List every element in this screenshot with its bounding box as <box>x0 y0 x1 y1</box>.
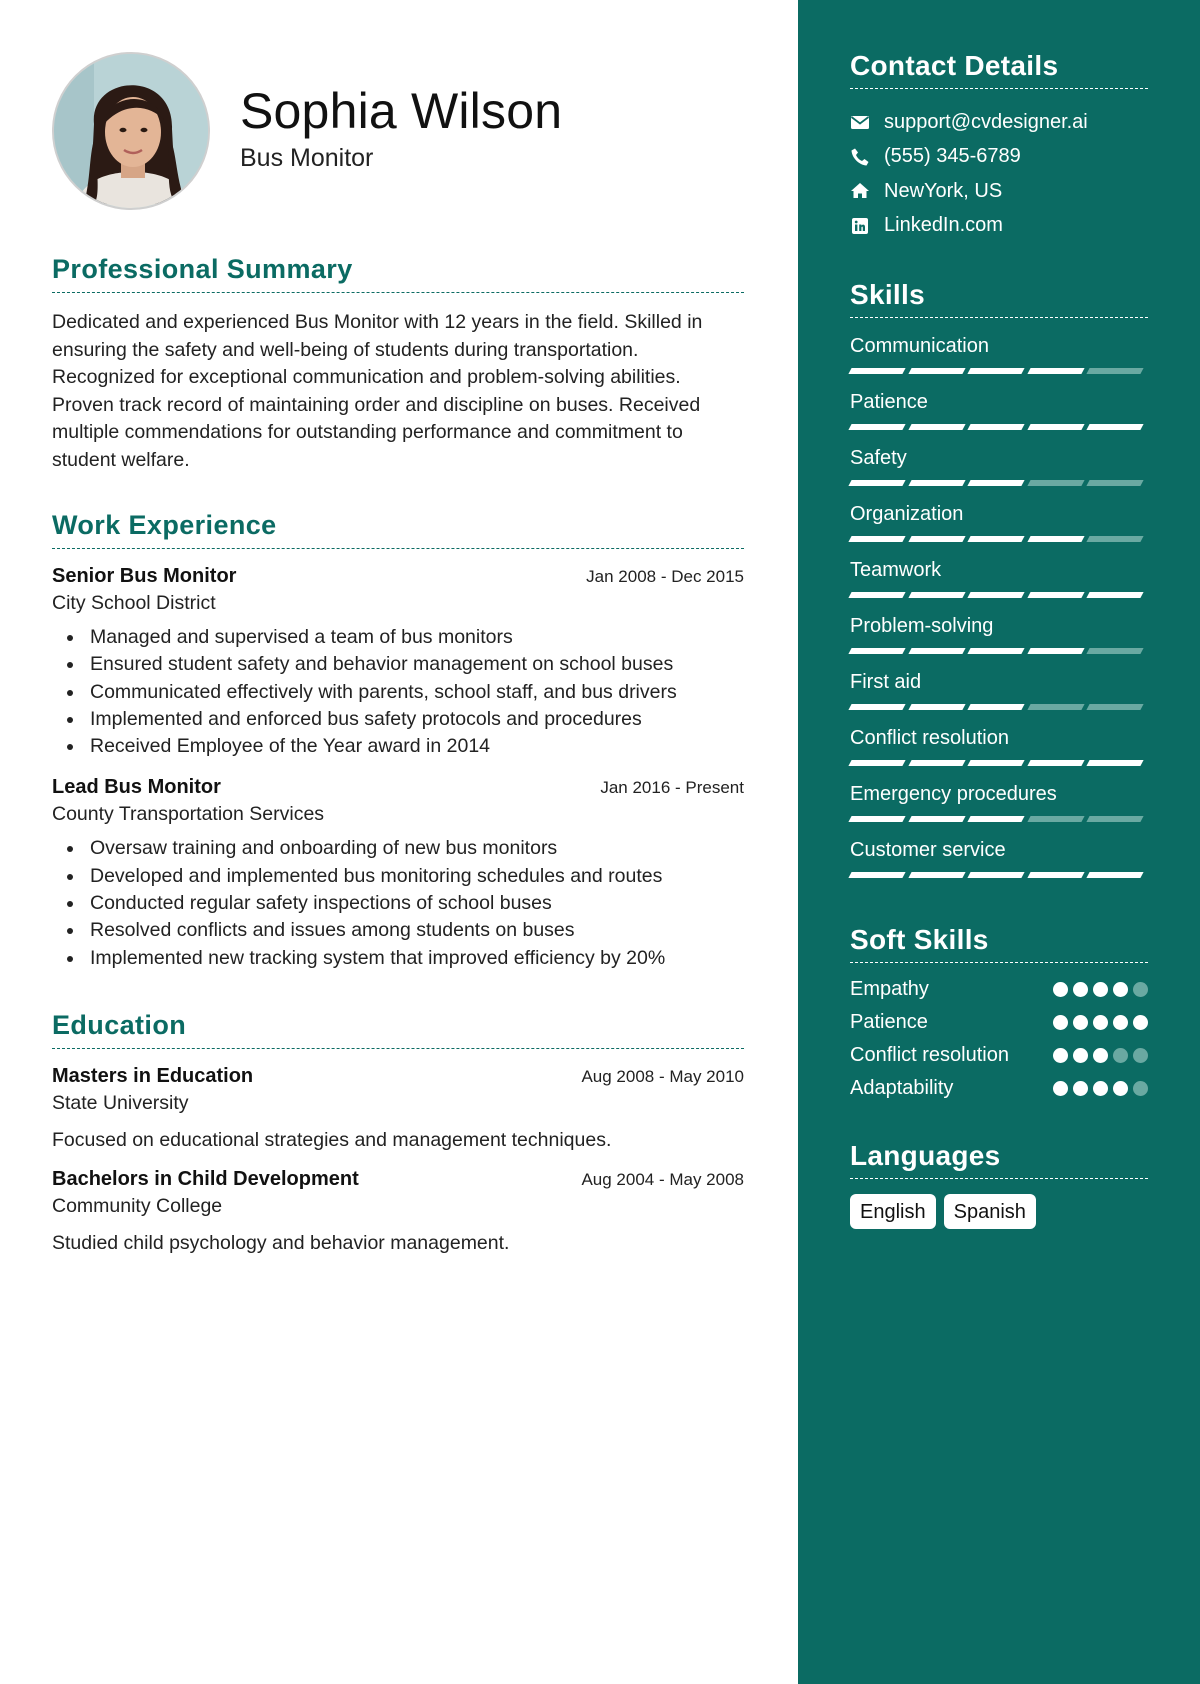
rating-dot-filled <box>1073 1081 1088 1096</box>
skill-name: Problem-solving <box>850 615 994 637</box>
languages-heading: Languages <box>850 1140 1148 1179</box>
education-description: Focused on educational strategies and management techniques. <box>52 1128 612 1151</box>
level-segment-filled <box>1027 424 1084 430</box>
skill-level-bar <box>850 584 1148 606</box>
contact-email[interactable] <box>850 105 1148 140</box>
degree-title: Masters in Education <box>52 1064 254 1087</box>
job-bullets <box>52 835 744 971</box>
level-segment-empty <box>1027 816 1084 822</box>
level-segment-empty <box>1087 480 1144 486</box>
linkedin-text: LinkedIn.com <box>884 214 1003 237</box>
phone-icon <box>850 147 870 167</box>
soft-skills-section <box>850 924 1148 1102</box>
school-name: Community College <box>52 1194 223 1217</box>
soft-skill-name: Adaptability <box>850 1077 954 1099</box>
rating-dot-empty <box>1133 982 1148 997</box>
soft-skill-item <box>850 1074 1148 1102</box>
job-header <box>52 776 744 799</box>
level-segment-filled <box>848 536 905 542</box>
education-entry <box>52 1065 744 1152</box>
skill-level-bar <box>850 808 1148 830</box>
level-segment-filled <box>968 704 1025 710</box>
skill-name: Patience <box>850 391 928 413</box>
level-segment-filled <box>968 816 1025 822</box>
job-title: Lead Bus Monitor <box>52 776 221 799</box>
job-date: Jan 2016 - Present <box>600 778 744 798</box>
level-segment-filled <box>1027 760 1084 766</box>
level-segment-filled <box>908 816 965 822</box>
school-name: State University <box>52 1091 189 1114</box>
resume-header <box>52 52 744 210</box>
location-text: NewYork, US <box>884 179 1003 202</box>
skill-level-bar <box>850 528 1148 550</box>
rating-dot-empty <box>1113 1048 1128 1063</box>
degree-title: Bachelors in Child Development <box>52 1167 359 1190</box>
level-segment-filled <box>908 872 965 878</box>
job-organization: City School District <box>52 592 216 614</box>
level-segment-empty <box>1087 648 1144 654</box>
skill-item <box>850 724 1148 774</box>
rating-dot-filled <box>1073 1048 1088 1063</box>
level-segment-filled <box>1027 648 1084 654</box>
level-segment-filled <box>908 536 965 542</box>
bullet-item: Received Employee of the Year award in 2014 <box>52 733 744 760</box>
experience-section <box>52 510 744 972</box>
level-segment-filled <box>908 480 965 486</box>
language-tag: English <box>850 1194 936 1229</box>
rating-dot-empty <box>1133 1081 1148 1096</box>
soft-skills-heading: Soft Skills <box>850 924 1148 963</box>
skill-item <box>850 444 1148 494</box>
level-segment-filled <box>1027 536 1084 542</box>
level-segment-filled <box>968 872 1025 878</box>
candidate-name: Sophia Wilson <box>240 82 563 139</box>
language-tag: Spanish <box>944 1194 1036 1229</box>
contact-linkedin[interactable] <box>850 209 1148 244</box>
education-heading: Education <box>52 1010 744 1049</box>
soft-skill-name: Patience <box>850 1011 928 1033</box>
skill-name: Teamwork <box>850 559 942 581</box>
rating-dot-filled <box>1113 982 1128 997</box>
level-segment-filled <box>848 480 905 486</box>
bullet-item: Developed and implemented bus monitoring schedules and routes <box>52 863 744 890</box>
level-segment-empty <box>1087 536 1144 542</box>
level-segment-empty <box>1087 816 1144 822</box>
level-segment-filled <box>908 424 965 430</box>
level-segment-filled <box>908 704 965 710</box>
job-organization: County Transportation Services <box>52 803 325 826</box>
skills-heading: Skills <box>850 279 1148 318</box>
skills-section <box>850 279 1148 886</box>
level-segment-empty <box>1087 368 1144 374</box>
level-segment-filled <box>968 536 1025 542</box>
education-header <box>52 1168 744 1191</box>
rating-dot-filled <box>1093 1015 1108 1030</box>
skill-item <box>850 668 1148 718</box>
linkedin-icon <box>850 216 870 236</box>
skill-level-bar <box>850 696 1148 718</box>
contact-section <box>850 50 1148 243</box>
level-segment-empty <box>1027 704 1084 710</box>
skill-level-bar <box>850 472 1148 494</box>
rating-dot-filled <box>1093 982 1108 997</box>
rating-dot-filled <box>1053 1048 1068 1063</box>
education-date: Aug 2004 - May 2008 <box>581 1169 744 1189</box>
rating-dot-empty <box>1133 1048 1148 1063</box>
education-entry <box>52 1168 744 1255</box>
level-segment-filled <box>848 424 905 430</box>
job-entry <box>52 776 744 971</box>
skill-name: Emergency procedures <box>850 783 1057 805</box>
skill-item <box>850 836 1148 886</box>
skills-list <box>850 332 1148 886</box>
experience-heading: Work Experience <box>52 510 744 549</box>
header-text <box>240 82 562 173</box>
summary-section <box>52 254 744 474</box>
languages-list <box>850 1194 1148 1229</box>
envelope-icon <box>850 112 870 132</box>
level-segment-filled <box>968 592 1025 598</box>
summary-heading: Professional Summary <box>52 254 744 293</box>
level-segment-filled <box>968 424 1025 430</box>
skill-level-bar <box>850 640 1148 662</box>
level-segment-filled <box>1087 592 1144 598</box>
job-header <box>52 565 744 588</box>
skill-item <box>850 332 1148 382</box>
level-segment-filled <box>908 592 965 598</box>
education-date: Aug 2008 - May 2010 <box>581 1066 744 1086</box>
skill-level-bar <box>850 360 1148 382</box>
education-header <box>52 1065 744 1088</box>
soft-skill-rating <box>1048 1081 1148 1096</box>
rating-dot-filled <box>1073 1015 1088 1030</box>
skill-name: Safety <box>850 447 907 469</box>
skill-name: Conflict resolution <box>850 727 1009 749</box>
soft-skill-rating <box>1048 1015 1148 1030</box>
soft-skill-item <box>850 1008 1148 1036</box>
education-description: Studied child psychology and behavior management. <box>52 1231 510 1254</box>
job-entry <box>52 565 744 760</box>
job-bullets <box>52 624 744 760</box>
level-segment-filled <box>1087 424 1144 430</box>
bullet-item: Communicated effectively with parents, school staff, and bus drivers <box>52 679 744 706</box>
contact-list <box>850 105 1148 243</box>
rating-dot-filled <box>1093 1048 1108 1063</box>
level-segment-filled <box>1087 872 1144 878</box>
rating-dot-filled <box>1053 1081 1068 1096</box>
skill-item <box>850 612 1148 662</box>
bullet-item: Conducted regular safety inspections of school buses <box>52 890 744 917</box>
bullet-item: Ensured student safety and behavior management on school buses <box>52 651 744 678</box>
skill-level-bar <box>850 864 1148 886</box>
level-segment-filled <box>968 760 1025 766</box>
skill-item <box>850 556 1148 606</box>
soft-skill-rating <box>1048 1048 1148 1063</box>
skill-name: Customer service <box>850 839 1006 861</box>
soft-skill-rating <box>1048 982 1148 997</box>
level-segment-filled <box>968 648 1025 654</box>
email-text: support@cvdesigner.ai <box>884 110 1088 133</box>
level-segment-filled <box>968 368 1025 374</box>
sidebar <box>798 0 1200 1684</box>
soft-skill-name: Conflict resolution <box>850 1044 1009 1066</box>
level-segment-filled <box>848 760 905 766</box>
avatar <box>52 52 210 210</box>
skill-level-bar <box>850 416 1148 438</box>
education-section <box>52 1010 744 1255</box>
job-date: Jan 2008 - Dec 2015 <box>586 567 744 586</box>
level-segment-filled <box>908 760 965 766</box>
summary-text: Dedicated and experienced Bus Monitor with 12 years in the field. Skilled in ensuring the safety and well-being of students during transportation. Recognized for exceptional communication and problem-solving abilities. Proven track record of maintaining order and discipline on buses. Received multiple commendations for outstanding performance and commitment to student welfare. <box>52 311 703 471</box>
bullet-item: Oversaw training and onboarding of new bus monitors <box>52 835 744 862</box>
bullet-item: Managed and supervised a team of bus monitors <box>52 624 744 651</box>
soft-skill-item <box>850 1041 1148 1069</box>
level-segment-filled <box>968 480 1025 486</box>
rating-dot-filled <box>1113 1081 1128 1096</box>
contact-location <box>850 174 1148 209</box>
level-segment-empty <box>1087 704 1144 710</box>
skill-name: Organization <box>850 503 964 525</box>
level-segment-filled <box>1087 760 1144 766</box>
rating-dot-filled <box>1073 982 1088 997</box>
phone-text: (555) 345-6789 <box>884 145 1021 168</box>
skill-item <box>850 500 1148 550</box>
skill-item <box>850 388 1148 438</box>
rating-dot-filled <box>1113 1015 1128 1030</box>
home-icon <box>850 181 870 201</box>
level-segment-filled <box>1027 368 1084 374</box>
skill-level-bar <box>850 752 1148 774</box>
bullet-item: Resolved conflicts and issues among students on buses <box>52 917 744 944</box>
level-segment-filled <box>848 368 905 374</box>
level-segment-filled <box>1027 592 1084 598</box>
level-segment-filled <box>908 368 965 374</box>
skill-name: First aid <box>850 671 922 693</box>
rating-dot-filled <box>1093 1081 1108 1096</box>
contact-phone[interactable] <box>850 140 1148 175</box>
profile-photo <box>54 54 210 210</box>
soft-skill-item <box>850 975 1148 1003</box>
level-segment-filled <box>848 872 905 878</box>
skill-name: Communication <box>850 335 989 357</box>
level-segment-filled <box>908 648 965 654</box>
job-title: Senior Bus Monitor <box>52 565 237 587</box>
rating-dot-filled <box>1053 982 1068 997</box>
level-segment-filled <box>848 704 905 710</box>
level-segment-filled <box>848 816 905 822</box>
languages-section <box>850 1140 1148 1229</box>
soft-skill-name: Empathy <box>850 978 929 1000</box>
level-segment-filled <box>848 592 905 598</box>
level-segment-filled <box>848 648 905 654</box>
candidate-title: Bus Monitor <box>240 143 374 172</box>
rating-dot-filled <box>1133 1015 1148 1030</box>
bullet-item: Implemented and enforced bus safety protocols and procedures <box>52 706 744 733</box>
skill-item <box>850 780 1148 830</box>
rating-dot-filled <box>1053 1015 1068 1030</box>
soft-skills-list <box>850 975 1148 1102</box>
level-segment-filled <box>1027 872 1084 878</box>
level-segment-empty <box>1027 480 1084 486</box>
contact-heading: Contact Details <box>850 50 1148 89</box>
bullet-item: Implemented new tracking system that improved efficiency by 20% <box>52 945 744 972</box>
